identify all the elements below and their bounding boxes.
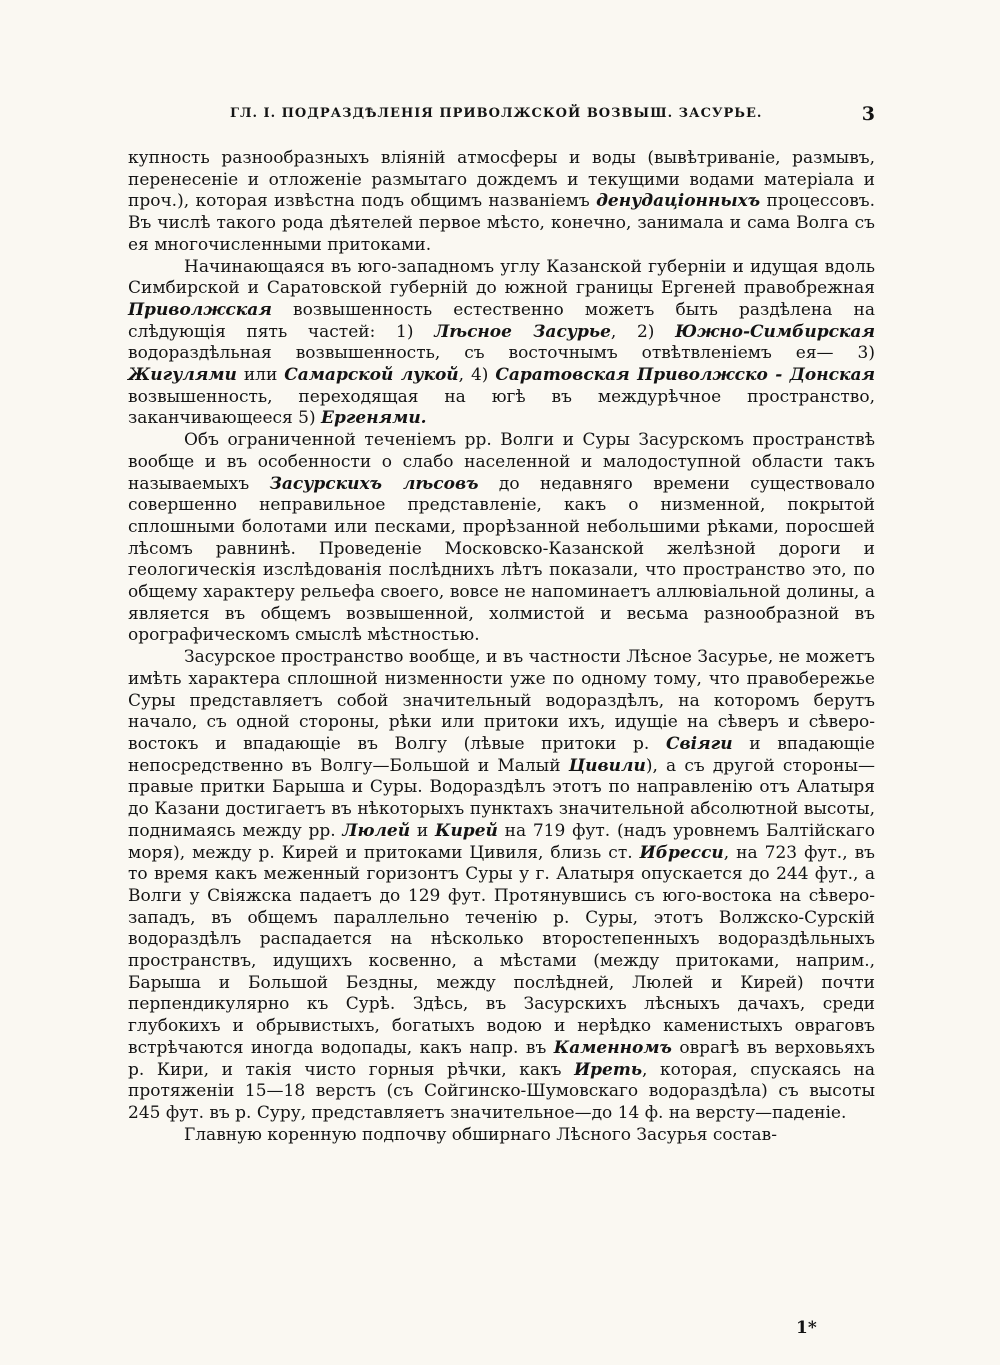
- emphasized-term: Приволжская: [128, 299, 272, 320]
- text-run: купность разнообразныхъ вліяній атмосферы и воды (вывѣтриваніе, размывъ, перенесеніе и отложеніе размытаго дождемъ и текущими водами матеріала и проч.), которая извѣстна подъ общимъ названіемъ: [128, 148, 875, 212]
- running-head: [130, 103, 875, 130]
- emphasized-term: Жигулями: [128, 365, 237, 386]
- emphasized-term: Самарской лукой: [284, 365, 459, 386]
- text-run: , 2): [610, 321, 676, 342]
- text-run: Начинающаяся въ юго-западномъ углу Казанской губерніи и идущая вдоль Симбирской и Саратовской губерній до южной границы Ергеней правобрежная: [128, 256, 875, 299]
- text-run: возвышенность естественно можетъ быть раздѣлена на слѣдующія пять частей: 1): [128, 299, 875, 342]
- emphasized-term: Саратовская Приволжско - Донская: [495, 365, 875, 386]
- text-run: , которая, спускаясь на протяженіи 15—18 верстъ (съ Сойгинско-Шумовскаго водораздѣла) съ высоты 245 фут. въ р. Суру, представляетъ значительное—до 14 ф. на версту—паденіе.: [128, 1059, 875, 1123]
- emphasized-term: Иреть: [574, 1059, 643, 1080]
- emphasized-term: Люлей: [342, 820, 411, 841]
- paragraph: [128, 1125, 875, 1147]
- text-run: , 4): [458, 365, 496, 386]
- emphasized-term: Южно-Симбирская: [675, 321, 875, 342]
- text-run: ), а съ другой стороны—правые притки Барыша и Суры. Водораздѣлъ этотъ по направленію отъ Алатыря до Казани достигаетъ въ нѣкоторыхъ пунктахъ значительной абсолютной высоты, поднимаясь между рр.: [128, 755, 875, 841]
- emphasized-term: Засурскихъ лѣсовъ: [269, 473, 479, 494]
- emphasized-term: денудаціонныхъ: [596, 191, 761, 212]
- text-run: Главную коренную подпочву обширнаго Лѣсного Засурья состав-: [184, 1124, 777, 1145]
- emphasized-term: Каменномъ: [553, 1037, 672, 1058]
- emphasized-term: Лѣсное Засурье: [434, 321, 611, 342]
- text-run: Засурское пространство вообще, и въ частности Лѣсное Засурье, не можетъ имѣть характера сплошной низменности уже по одному тому, что правобережье Суры представляетъ собой значительный водораздѣлъ, на которомъ берутъ начало, съ одной стороны, рѣки или притоки ихъ, идущіе на сѣверъ и сѣверо-востокъ и впадающіе въ Волгу (лѣвые притоки р.: [128, 647, 875, 754]
- paragraph: [128, 430, 875, 647]
- chapter-title: ГЛ. I. ПОДРАЗДѢЛЕНІЯ ПРИВОЛЖСКОЙ ВОЗВЫШ. ЗАСУРЬЕ.: [230, 106, 763, 121]
- text-run: на 719 фут. (надъ уровнемъ Балтійскаго моря), между р. Кирей и притоками Цивиля, близь ст.: [128, 820, 876, 863]
- text-run: процессовъ. Въ числѣ такого рода дѣятелей первое мѣсто, конечно, занимала и сама Волга съ ея многочисленными притоками.: [128, 191, 875, 255]
- emphasized-term: Ибресси: [639, 842, 724, 863]
- paragraph: [128, 647, 875, 1124]
- body-text: [128, 148, 875, 1146]
- text-run: и: [410, 820, 435, 841]
- text-run: и впадающіе непосредственно въ Волгу—Большой и Малый: [128, 733, 875, 776]
- text-run: оврагѣ въ верховьяхъ р. Кири, и такія чисто горныя рѣчки, какъ: [128, 1037, 875, 1080]
- emphasized-term: Ергенями.: [321, 408, 427, 429]
- text-run: возвышенность, переходящая на югѣ въ междурѣчное пространство, заканчивающееся 5): [128, 386, 875, 429]
- emphasized-term: Цивили: [568, 755, 646, 776]
- text-run: водораздѣльная возвышенность, съ восточнымъ отвѣтвленіемъ ея— 3): [128, 343, 875, 364]
- paragraph: [128, 148, 875, 257]
- paragraph: [128, 257, 875, 431]
- emphasized-term: Кирей: [434, 820, 498, 841]
- text-run: или: [236, 365, 285, 386]
- signature-mark: 1*: [796, 1318, 817, 1338]
- text-run: Объ ограниченной теченіемъ рр. Волги и Суры Засурскомъ пространствѣ вообще и въ особенности о слабо населенной и малодоступной области такъ называемыхъ: [128, 430, 875, 494]
- text-run: , на 723 фут., въ то время какъ меженный горизонтъ Суры у г. Алатыря опускается до 244 фут., а Волги у Свіяжска падаетъ до 129 фут. Протянувшись съ юго-востока на сѣверо-западъ, въ общемъ параллельно теченію р. Суры, этотъ Волжско-Сурскій водораздѣлъ распадается на нѣсколько второстепенныхъ водораздѣльныхъ пространствъ, идущихъ косвенно, а мѣстами (между притоками, наприм., Барыша и Большой Бездны, между послѣдней, Люлей и Кирей) почти перпендикулярно къ Сурѣ. Здѣсь, въ Засурскихъ лѣсныхъ дачахъ, среди глубокихъ и обрывистыхъ, богатыхъ водою и нерѣдко каменистыхъ овраговъ встрѣчаются иногда водопады, какъ напр. въ: [128, 842, 875, 1058]
- text-run: до недавняго времени существовало совершенно неправильное представленіе, какъ о низменной, покрытой сплошными болотами или песками, прорѣзанной небольшими рѣками, поросшей лѣсомъ равнинѣ. Проведеніе Московско-Казанской желѣзной дороги и геологическія изслѣдованія послѣднихъ лѣтъ показали, что пространство это, по общему характеру рельефа своего, вовсе не напоминаетъ аллювіальной долины, а является въ общемъ возвышенной, холмистой и весьма разнообразной въ орографическомъ смыслѣ мѣстностью.: [128, 473, 875, 646]
- page-number: 3: [861, 103, 875, 125]
- emphasized-term: Свіяги: [665, 733, 733, 754]
